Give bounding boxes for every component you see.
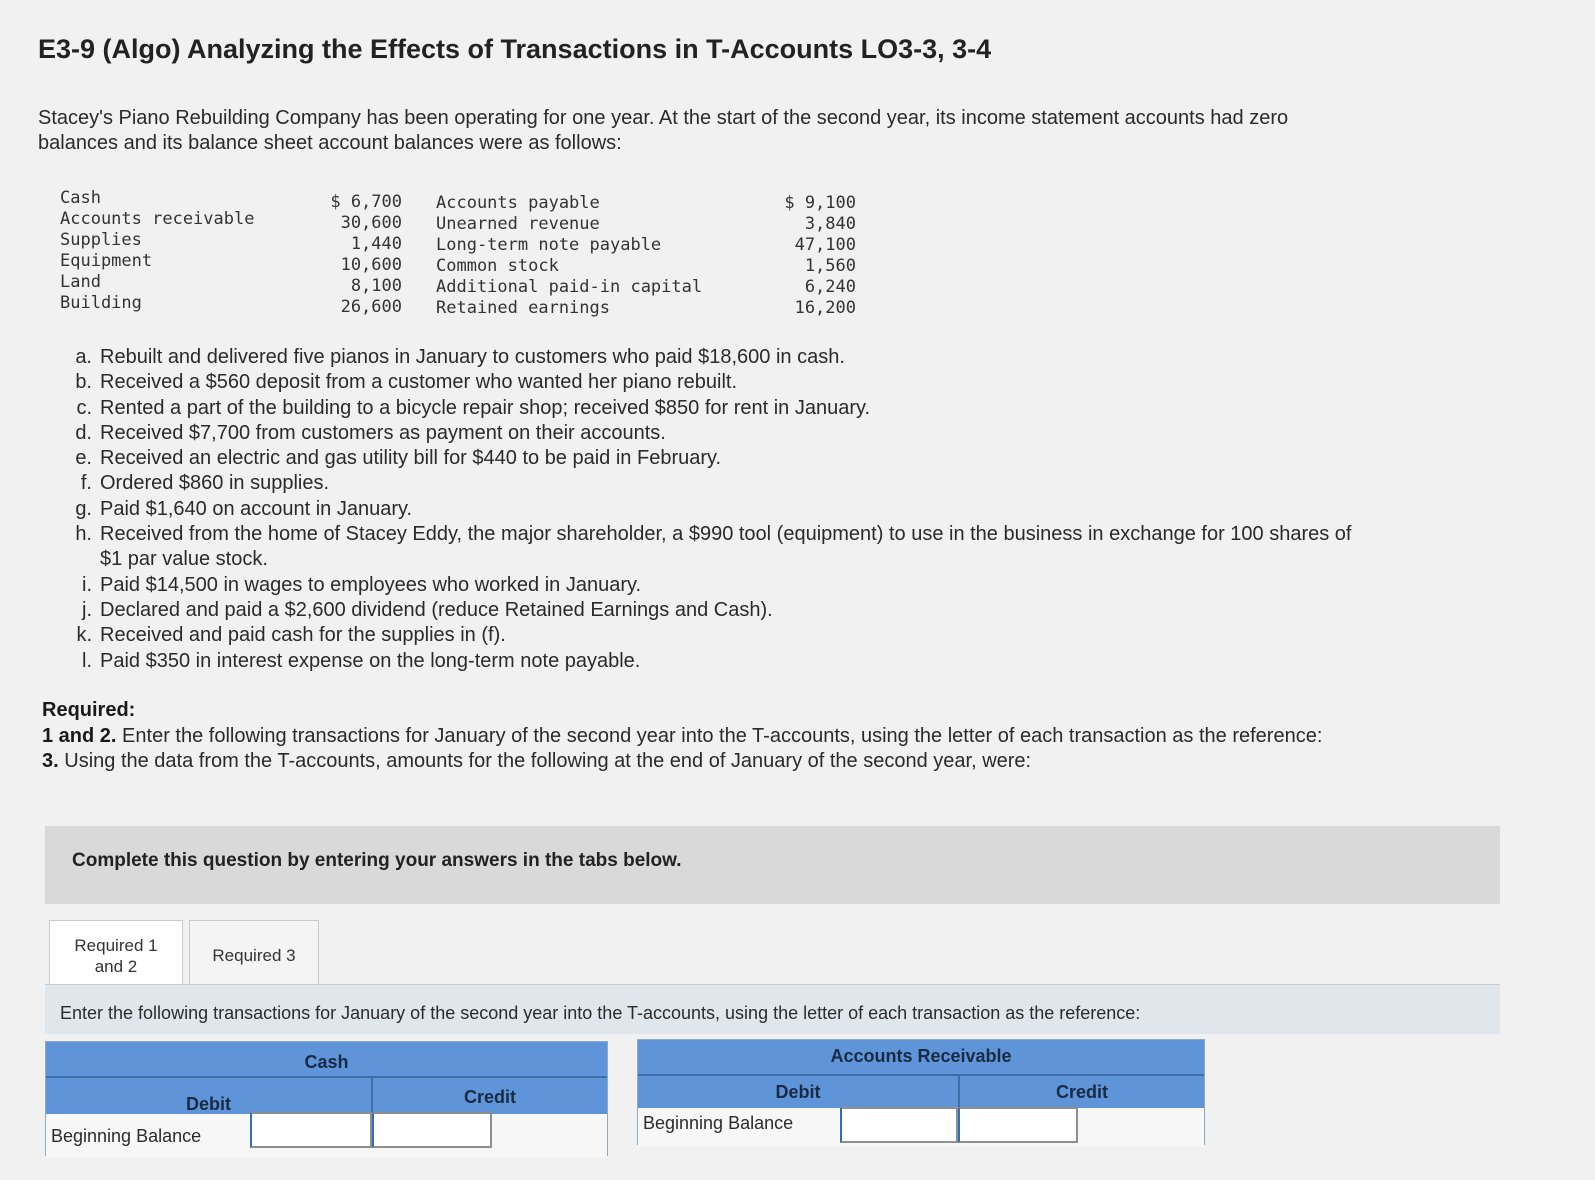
transaction-text: Paid $14,500 in wages to employees who worked in January. [100, 573, 642, 596]
transaction-text: Paid $350 in interest expense on the long-term note payable. [100, 649, 641, 672]
list-item [68, 345, 1378, 370]
instructions-banner [45, 826, 1500, 904]
list-item [68, 446, 1378, 471]
transaction-letter: j. [82, 598, 92, 621]
list-item [68, 370, 1378, 395]
required-section [42, 698, 1382, 775]
list-item [68, 497, 1378, 522]
account-amount: 26,600 [340, 297, 402, 317]
list-item [68, 522, 1378, 573]
transaction-text: Ordered $860 in supplies. [100, 472, 330, 495]
transaction-text: Declared and paid a $2,600 dividend (reduce Retained Earnings and Cash). [100, 598, 773, 621]
debit-header: Debit [46, 1076, 371, 1114]
row-label: Beginning Balance [51, 1126, 202, 1146]
account-amount: 10,600 [340, 255, 402, 275]
complete-message: Complete this question by entering your answers in the tabs below. [72, 850, 682, 871]
debit-amount-input[interactable] [250, 1112, 372, 1148]
account-amount: 3,840 [804, 214, 856, 234]
transaction-text: Rented a part of the building to a bicycle repair shop; received $850 for rent in January. [100, 396, 871, 419]
transaction-letter: i. [82, 573, 92, 596]
account-amount: 16,200 [794, 298, 856, 318]
t-account-accounts-receivable [637, 1039, 1205, 1145]
right-account-names [436, 193, 756, 319]
transaction-text: Received and paid cash for the supplies in (f). [100, 624, 506, 647]
transaction-letter: b. [75, 371, 92, 394]
account-name: Supplies [60, 230, 142, 250]
tab-instruction [45, 984, 1500, 1034]
right-account-amounts [760, 193, 856, 319]
transaction-text: Received $7,700 from customers as payment on their accounts. [100, 421, 666, 444]
debit-header: Debit [638, 1074, 958, 1108]
credit-amount-input[interactable] [958, 1107, 1078, 1143]
transaction-text: Received a $560 deposit from a customer who wanted her piano rebuilt. [100, 371, 738, 394]
tab-label: and 2 [94, 956, 138, 976]
transaction-letter: d. [75, 421, 92, 444]
account-amount: $ 9,100 [784, 193, 856, 213]
transaction-letter: g. [75, 497, 92, 520]
tab-label: Required 1 [74, 935, 158, 955]
beginning-balance-row [638, 1108, 1204, 1146]
account-amount: $ 6,700 [330, 192, 402, 212]
account-name: Long-term note payable [436, 235, 662, 255]
account-name: Accounts receivable [60, 209, 255, 229]
list-item [68, 573, 1378, 598]
left-account-amounts [310, 192, 402, 318]
required-item3-text: Using the data from the T-accounts, amounts for the following at the end of January of the second year, were: [64, 750, 1032, 772]
account-name: Retained earnings [436, 298, 610, 318]
account-amount: 1,440 [350, 234, 402, 254]
transaction-text: Rebuilt and delivered five pianos in January to customers who paid $18,600 in cash. [100, 346, 845, 368]
account-name: Common stock [436, 256, 559, 276]
transaction-letter: h. [75, 523, 92, 546]
transaction-letter: k. [76, 624, 92, 647]
left-account-names [60, 188, 290, 314]
list-item [68, 649, 1378, 674]
account-amount: 6,240 [804, 277, 856, 297]
t-account-title: Cash [46, 1042, 607, 1076]
t-account-cash [45, 1041, 608, 1156]
required-heading: Required: [42, 699, 136, 721]
list-item [68, 396, 1378, 421]
account-name: Land [60, 272, 101, 292]
account-amount: 8,100 [350, 276, 402, 296]
account-amount: 47,100 [794, 235, 856, 255]
credit-amount-input[interactable] [372, 1112, 492, 1148]
required-item1-text: Enter the following transactions for January of the second year into the T-accounts, using the letter of each transaction as the reference: [122, 724, 1323, 747]
required-item1-number: 1 and 2. [42, 724, 117, 747]
transaction-list [68, 345, 1378, 674]
list-item [68, 421, 1378, 446]
beginning-balance-row [46, 1114, 607, 1157]
transaction-letter: e. [75, 447, 92, 470]
credit-header: Credit [371, 1076, 607, 1114]
account-name: Cash [60, 188, 101, 208]
required-item3-number: 3. [42, 750, 59, 772]
account-name: Unearned revenue [436, 214, 600, 234]
transaction-letter: c. [76, 396, 92, 419]
transaction-text: Paid $1,640 on account in January. [100, 497, 413, 520]
instruction-text: Enter the following transactions for January of the second year into the T-accounts, using the letter of each transaction as the reference: [60, 1003, 1141, 1023]
account-name: Accounts payable [436, 193, 600, 213]
row-label: Beginning Balance [643, 1113, 794, 1133]
transaction-text: Received from the home of Stacey Eddy, the major shareholder, a $990 tool (equipment) to use in the business in exchange for 100 shares of $1 par value stock. [100, 523, 1352, 571]
account-name: Equipment [60, 251, 153, 271]
list-item [68, 598, 1378, 623]
account-name: Building [60, 293, 142, 313]
list-item [68, 471, 1378, 496]
t-account-title: Accounts Receivable [638, 1040, 1204, 1074]
transaction-letter: a. [75, 346, 92, 368]
intro-text: Stacey's Piano Rebuilding Company has been operating for one year. At the start of the second year, its income statement accounts had zero balances and its balance sheet account balances were as follows: [38, 107, 1289, 154]
credit-header: Credit [958, 1074, 1204, 1108]
transaction-text: Received an electric and gas utility bill for $440 to be paid in February. [100, 447, 722, 470]
account-amount: 1,560 [804, 256, 856, 276]
account-amount: 30,600 [340, 213, 402, 233]
account-name: Additional paid-in capital [436, 277, 703, 297]
transaction-letter: l. [82, 649, 92, 672]
list-item [68, 623, 1378, 648]
page-title: E3-9 (Algo) Analyzing the Effects of Transactions in T-Accounts LO3-3, 3-4 [38, 34, 992, 64]
tab-required-1-and-2[interactable] [49, 920, 183, 990]
tab-required-3[interactable] [189, 920, 319, 990]
debit-amount-input[interactable] [840, 1107, 958, 1143]
transaction-letter: f. [80, 472, 92, 495]
tab-label: Required 3 [212, 946, 296, 965]
